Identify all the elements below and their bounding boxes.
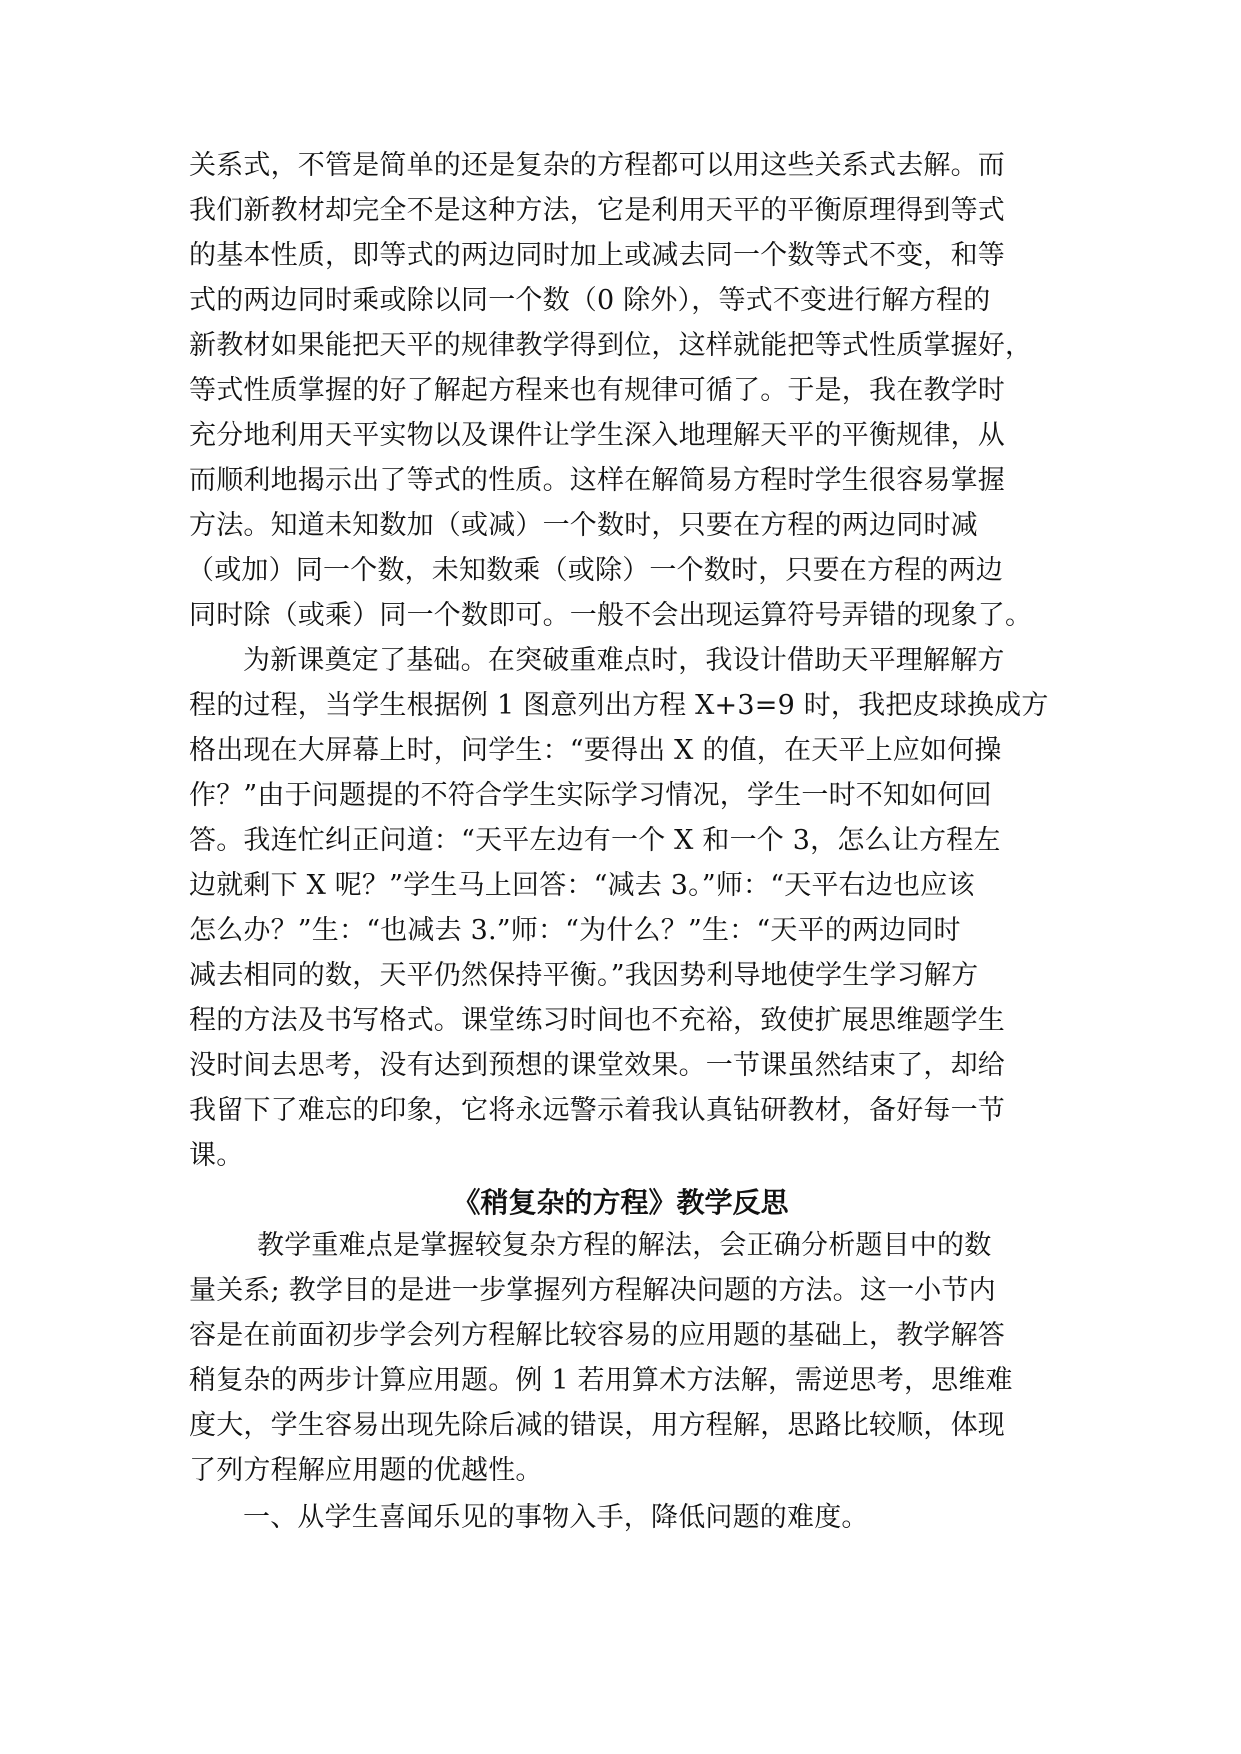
paragraph-line: 一、从学生喜闻乐见的事物入手，降低问题的难度。 [243, 1502, 869, 1533]
paragraph-line: （或加）同一个数，未知数乘（或除）一个数时，只要在方程的两边 [187, 555, 1003, 586]
paragraph-line: 答。我连忙纠正问道：“天平左边有一个 X 和一个 3，怎么让方程左 [189, 825, 1001, 856]
paragraph-line: 度大，学生容易出现先除后减的错误，用方程解，思路比较顺，体现 [189, 1410, 1005, 1441]
paragraph-line: 的基本性质，即等式的两边同时加上或减去同一个数等式不变，和等 [189, 240, 1005, 271]
paragraph-line: 怎么办？”生：“也减去 3.”师：“为什么？”生：“天平的两边同时 [189, 915, 961, 946]
paragraph-line: 格出现在大屏幕上时，问学生：“要得出 X 的值，在天平上应如何操 [189, 735, 1002, 766]
paragraph-line: 容是在前面初步学会列方程解比较容易的应用题的基础上，教学解答 [189, 1320, 1005, 1351]
paragraph-line: 充分地利用天平实物以及课件让学生深入地理解天平的平衡规律，从 [189, 420, 1005, 451]
paragraph-line: 程的过程，当学生根据例 1 图意列出方程 X+3=9 时，我把皮球换成方 [189, 690, 1049, 721]
paragraph-line: 量关系; 教学目的是进一步掌握列方程解决问题的方法。这一小节内 [189, 1275, 996, 1306]
paragraph-line: 程的方法及书写格式。课堂练习时间也不充裕，致使扩展思维题学生 [189, 1005, 1005, 1036]
paragraph-line: 我留下了难忘的印象，它将永远警示着我认真钻研教材，备好每一节 [189, 1095, 1005, 1126]
paragraph-line: 方法。知道未知数加（或减）一个数时，只要在方程的两边同时减 [189, 510, 978, 541]
paragraph-line: 了列方程解应用题的优越性。 [189, 1455, 543, 1486]
section-heading: 《稍复杂的方程》教学反思 [452, 1186, 789, 1219]
paragraph-line: 同时除（或乘）同一个数即可。一般不会出现运算符号弄错的现象了。 [189, 600, 1033, 631]
paragraph-line: 为新课奠定了基础。在突破重难点时，我设计借助天平理解解方 [243, 645, 1005, 676]
paragraph-line: 等式性质掌握的好了解起方程来也有规律可循了。于是，我在教学时 [189, 375, 1005, 406]
paragraph-line: 边就剩下 X 呢？”学生马上回答：“减去 3。”师：“天平右边也应该 [189, 870, 975, 901]
paragraph-line: 我们新教材却完全不是这种方法，它是利用天平的平衡原理得到等式 [189, 195, 1005, 226]
paragraph-line: 而顺利地揭示出了等式的性质。这样在解简易方程时学生很容易掌握 [189, 465, 1005, 496]
paragraph-line: 教学重难点是掌握较复杂方程的解法，会正确分析题目中的数 [257, 1230, 992, 1261]
paragraph-line: 减去相同的数，天平仍然保持平衡。”我因势利导地使学生学习解方 [189, 960, 979, 991]
paragraph-line: 式的两边同时乘或除以同一个数（0 除外），等式不变进行解方程的 [189, 285, 991, 316]
paragraph-line: 新教材如果能把天平的规律教学得到位，这样就能把等式性质掌握好， [189, 330, 1033, 361]
paragraph-line: 作？”由于问题提的不符合学生实际学习情况，学生一时不知如何回 [189, 780, 992, 811]
paragraph-line: 没时间去思考，没有达到预想的课堂效果。一节课虽然结束了，却给 [189, 1050, 1005, 1081]
paragraph-line: 课。 [189, 1140, 244, 1171]
paragraph-line: 关系式，不管是简单的还是复杂的方程都可以用这些关系式去解。而 [189, 150, 1005, 181]
paragraph-line: 稍复杂的两步计算应用题。例 1 若用算术方法解，需逆思考，思维难 [189, 1365, 1013, 1396]
